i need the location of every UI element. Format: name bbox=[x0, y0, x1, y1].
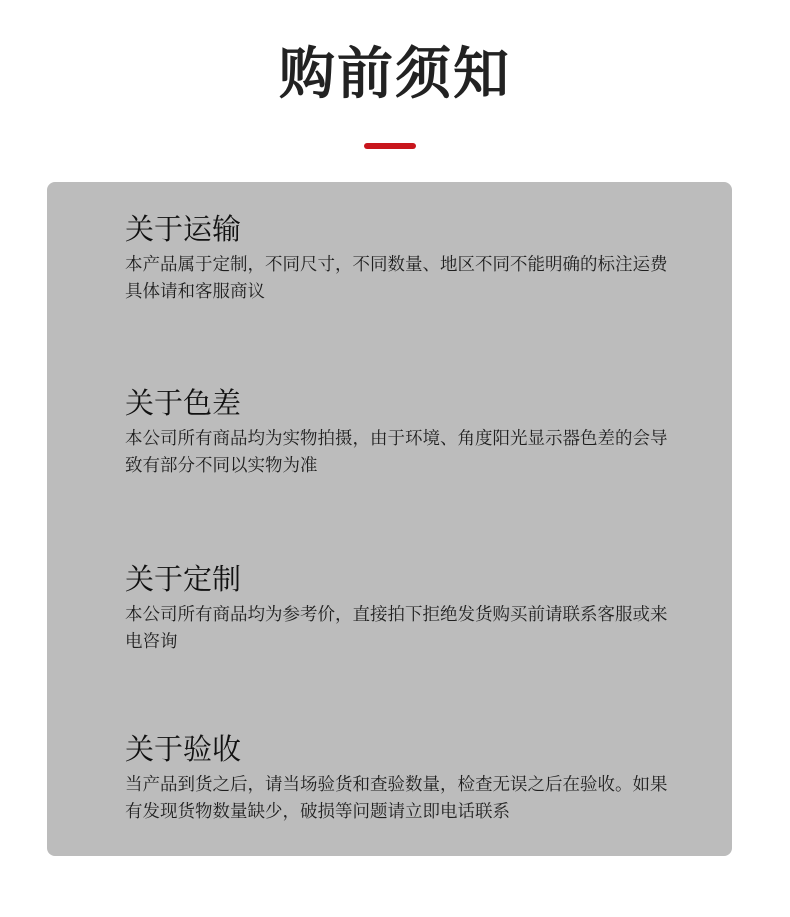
title-underline bbox=[364, 143, 416, 149]
section-shipping bbox=[125, 210, 685, 306]
section-color-difference bbox=[125, 384, 685, 480]
section-heading: 关于运输 bbox=[125, 212, 242, 246]
section-inspection bbox=[125, 730, 685, 826]
section-heading: 关于验收 bbox=[125, 732, 242, 766]
notice-panel bbox=[47, 182, 732, 856]
section-heading: 关于定制 bbox=[125, 562, 242, 596]
section-customization bbox=[125, 560, 685, 656]
section-body: 本公司所有商品均为参考价，直接拍下拒绝发货购买前请联系客服或来电咨询 bbox=[125, 605, 668, 652]
section-body: 本公司所有商品均为实物拍摄，由于环境、角度阳光显示器色差的会导致有部分不同以实物为准 bbox=[125, 429, 668, 476]
section-heading: 关于色差 bbox=[125, 386, 242, 420]
section-body: 本产品属于定制，不同尺寸，不同数量、地区不同不能明确的标注运费具体请和客服商议 bbox=[125, 255, 668, 302]
section-body: 当产品到货之后，请当场验货和查验数量，检查无误之后在验收。如果有发现货物数量缺少，破损等问题请立即电话联系 bbox=[125, 775, 668, 822]
page-title: 购前须知 bbox=[279, 42, 511, 107]
